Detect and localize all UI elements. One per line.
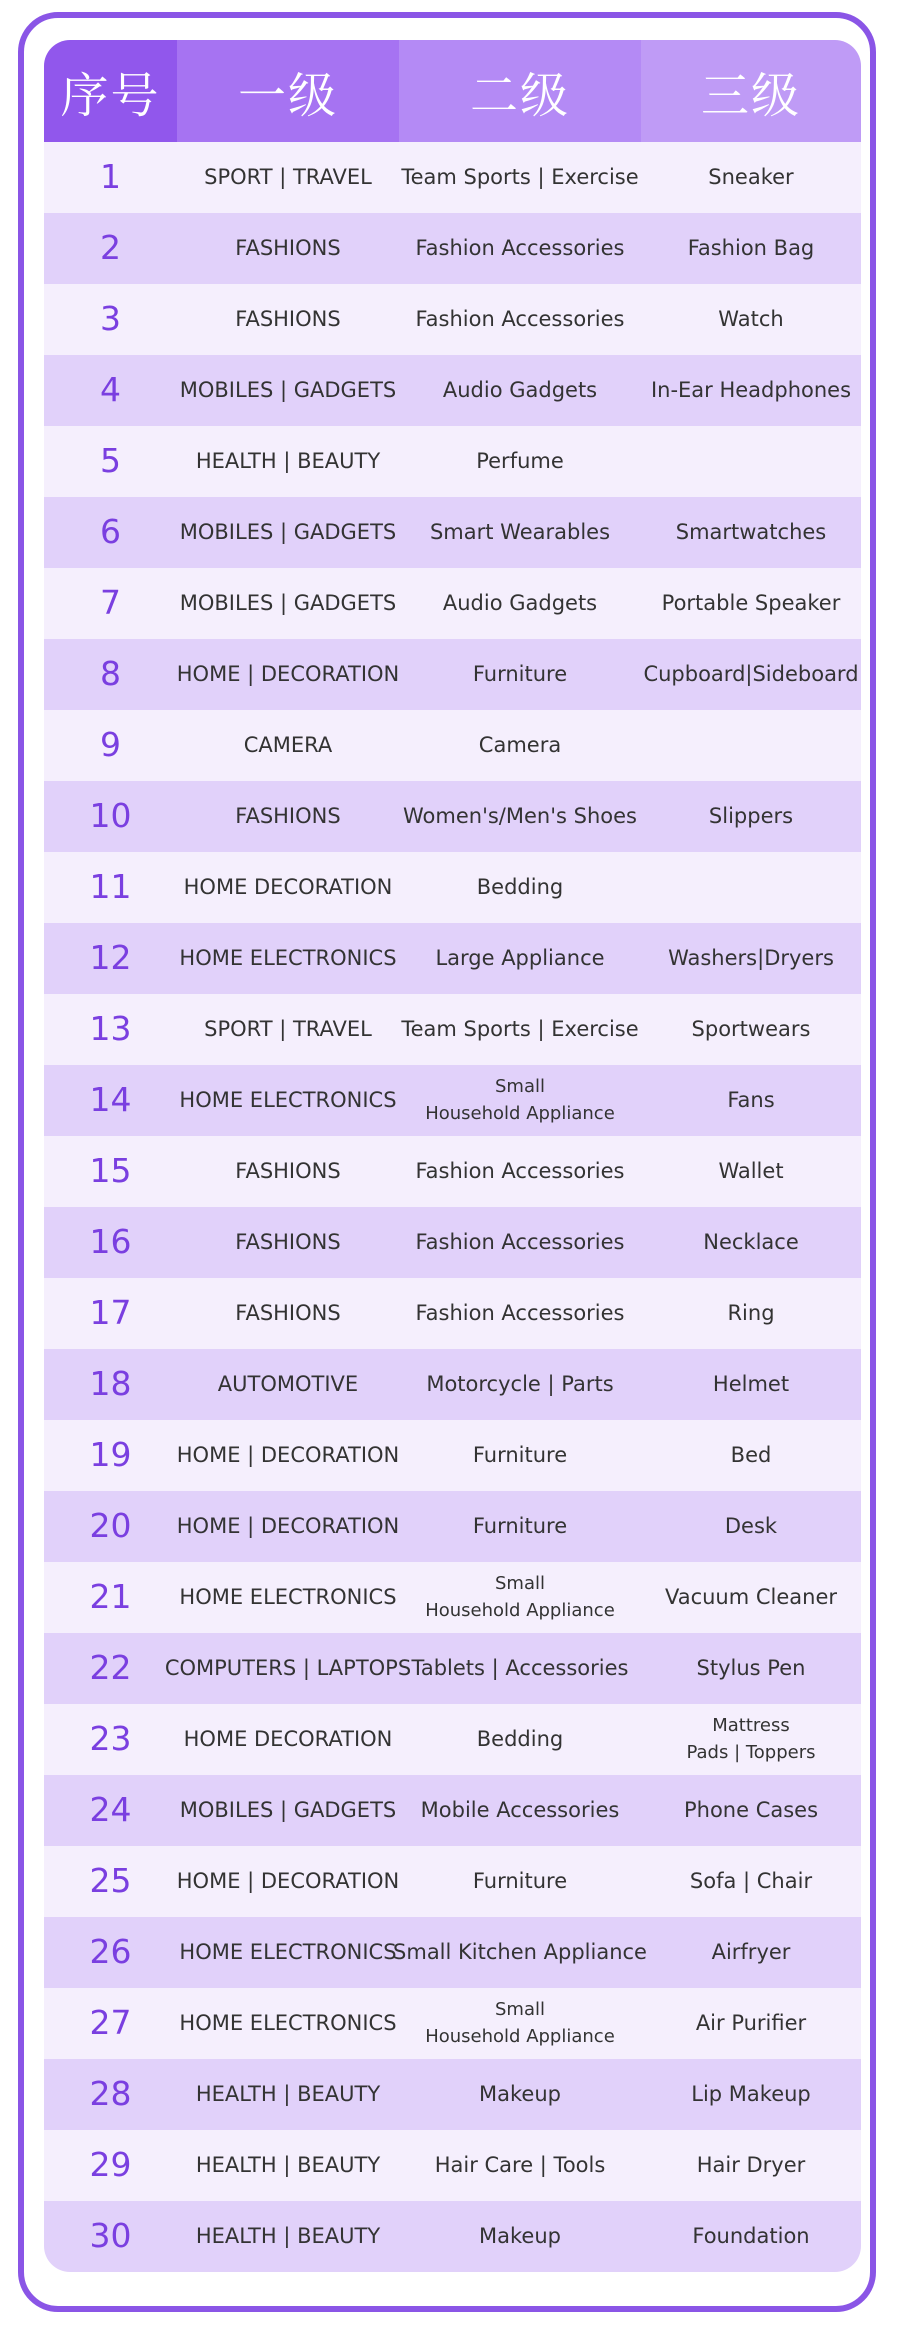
level-2-cell: Fashion Accessories — [415, 236, 625, 261]
table-row — [44, 284, 861, 355]
table-row — [44, 1420, 861, 1491]
level-3-cell: Phone Cases — [683, 1798, 819, 1823]
level-1-cell: HOME ELECTRONICS — [179, 1940, 397, 1965]
level-3-cell: Ring — [727, 1301, 775, 1326]
level-1-cell: HOME DECORATION — [183, 1727, 393, 1752]
header-level-3: 三级 — [641, 40, 861, 142]
level-1-cell: HOME | DECORATION — [176, 1443, 400, 1468]
level-3-cell: Air Purifier — [695, 2011, 807, 2036]
row-index: 6 — [100, 512, 121, 552]
level-3-cell: Vacuum Cleaner — [664, 1585, 838, 1610]
level-3-cell: Lip Makeup — [691, 2082, 811, 2107]
level-2-cell: Team Sports | Exercise — [401, 1017, 639, 1042]
level-2-line-1: Small — [495, 1573, 545, 1595]
header-index: 序号 — [44, 40, 177, 142]
level-3-cell: Desk — [724, 1514, 778, 1539]
level-1-cell: HOME ELECTRONICS — [179, 1088, 397, 1113]
table-row — [44, 142, 861, 213]
level-1-cell: HOME | DECORATION — [176, 1869, 400, 1894]
level-2-cell: Fashion Accessories — [415, 1301, 625, 1326]
table-row — [44, 1207, 861, 1278]
level-2-cell: Audio Gadgets — [442, 378, 598, 403]
level-3-cell: Sneaker — [708, 165, 794, 190]
row-index: 13 — [89, 1009, 132, 1049]
level-1-cell: AUTOMOTIVE — [217, 1372, 359, 1397]
level-1-cell: FASHIONS — [235, 236, 341, 261]
level-1-cell: HEALTH | BEAUTY — [195, 449, 381, 474]
level-3-cell: Helmet — [712, 1372, 790, 1397]
level-2-line-2: Household Appliance — [425, 2025, 615, 2047]
level-2-cell: Makeup — [479, 2224, 561, 2249]
level-1-cell: FASHIONS — [235, 1301, 341, 1326]
level-1-cell: HOME ELECTRONICS — [179, 946, 397, 971]
level-2-line-1: Small — [495, 1999, 545, 2021]
level-3-cell — [641, 852, 861, 923]
row-index: 28 — [89, 2074, 132, 2114]
level-2-cell: Team Sports | Exercise — [401, 165, 639, 190]
table-row — [44, 781, 861, 852]
table-row — [44, 213, 861, 284]
level-1-cell: HOME ELECTRONICS — [179, 1585, 397, 1610]
table-row — [44, 1136, 861, 1207]
level-3-cell — [641, 710, 861, 781]
level-2-cell: Camera — [478, 733, 562, 758]
table-row — [44, 1917, 861, 1988]
level-3-cell: Fans — [727, 1088, 775, 1113]
level-2-cell — [399, 1988, 641, 2059]
level-2-cell: Tablets | Accessories — [411, 1656, 629, 1681]
table-row — [44, 923, 861, 994]
level-1-cell: MOBILES | GADGETS — [179, 1798, 397, 1823]
level-1-cell: MOBILES | GADGETS — [179, 591, 397, 616]
table-row — [44, 1633, 861, 1704]
row-index: 30 — [89, 2216, 132, 2256]
level-2-cell: Bedding — [476, 1727, 564, 1752]
row-index: 17 — [89, 1293, 132, 1333]
level-3-cell: Watch — [718, 307, 784, 332]
row-index: 22 — [89, 1648, 132, 1688]
row-index: 2 — [100, 228, 121, 268]
level-3-line-1: Mattress — [712, 1715, 790, 1737]
level-2-cell: Furniture — [472, 1869, 568, 1894]
level-2-cell: Hair Care | Tools — [434, 2153, 606, 2178]
table-row — [44, 426, 861, 497]
level-2-cell: Motorcycle | Parts — [426, 1372, 614, 1397]
level-1-cell: SPORT | TRAVEL — [204, 1017, 372, 1042]
table-body — [44, 142, 861, 2272]
level-2-cell: Mobile Accessories — [420, 1798, 620, 1823]
level-1-cell: CAMERA — [243, 733, 333, 758]
level-1-cell: HEALTH | BEAUTY — [195, 2082, 381, 2107]
table-row — [44, 1349, 861, 1420]
row-index: 10 — [89, 796, 132, 836]
level-1-cell: HEALTH | BEAUTY — [195, 2224, 381, 2249]
level-2-cell: Bedding — [476, 875, 564, 900]
level-2-line-2: Household Appliance — [425, 1599, 615, 1621]
level-3-cell: Wallet — [718, 1159, 784, 1184]
table-row — [44, 568, 861, 639]
level-1-cell: HEALTH | BEAUTY — [195, 2153, 381, 2178]
row-index: 19 — [89, 1435, 132, 1475]
level-1-cell: MOBILES | GADGETS — [179, 378, 397, 403]
level-2-cell: Audio Gadgets — [442, 591, 598, 616]
level-3-cell: Washers|Dryers — [668, 946, 834, 971]
row-index: 1 — [100, 157, 121, 197]
level-2-cell: Furniture — [472, 662, 568, 687]
table-header — [44, 40, 861, 142]
level-2-cell: Large Appliance — [435, 946, 605, 971]
level-2-cell: Small Kitchen Appliance — [393, 1940, 647, 1965]
level-3-cell: Bed — [730, 1443, 772, 1468]
level-3-cell: Airfryer — [711, 1940, 791, 1965]
level-1-cell: FASHIONS — [235, 307, 341, 332]
row-index: 25 — [89, 1861, 132, 1901]
level-1-cell: FASHIONS — [235, 1230, 341, 1255]
row-index: 20 — [89, 1506, 132, 1546]
table-row — [44, 2130, 861, 2201]
row-index: 11 — [89, 867, 132, 907]
level-3-cell: Sportwears — [691, 1017, 811, 1042]
level-2-line-1: Small — [495, 1076, 545, 1098]
level-1-cell: COMPUTERS | LAPTOPS — [164, 1656, 412, 1681]
level-3-cell: Foundation — [692, 2224, 810, 2249]
level-3-cell: Hair Dryer — [696, 2153, 806, 2178]
table-row — [44, 355, 861, 426]
table-row — [44, 1491, 861, 1562]
row-index: 18 — [89, 1364, 132, 1404]
level-3-cell: Stylus Pen — [696, 1656, 806, 1681]
level-2-cell: Furniture — [472, 1443, 568, 1468]
row-index: 14 — [89, 1080, 132, 1120]
row-index: 4 — [100, 370, 121, 410]
level-1-cell: HOME DECORATION — [183, 875, 393, 900]
level-3-cell: Sofa | Chair — [689, 1869, 813, 1894]
row-index: 24 — [89, 1790, 132, 1830]
table-row — [44, 639, 861, 710]
table-row — [44, 1775, 861, 1846]
level-1-cell: HOME | DECORATION — [176, 1514, 400, 1539]
row-index: 8 — [100, 654, 121, 694]
level-2-cell: Furniture — [472, 1514, 568, 1539]
level-3-cell: Fashion Bag — [687, 236, 815, 261]
level-1-cell: MOBILES | GADGETS — [179, 520, 397, 545]
level-1-cell: SPORT | TRAVEL — [204, 165, 372, 190]
level-3-cell: Portable Speaker — [661, 591, 841, 616]
row-index: 3 — [100, 299, 121, 339]
level-1-cell: FASHIONS — [235, 1159, 341, 1184]
row-index: 12 — [89, 938, 132, 978]
row-index: 23 — [89, 1719, 132, 1759]
level-2-cell: Fashion Accessories — [415, 1230, 625, 1255]
table-row — [44, 497, 861, 568]
row-index: 15 — [89, 1151, 132, 1191]
level-3-cell — [641, 426, 861, 497]
table-row — [44, 2059, 861, 2130]
table-row — [44, 994, 861, 1065]
level-3-cell: In-Ear Headphones — [650, 378, 852, 403]
row-index: 5 — [100, 441, 121, 481]
row-index: 7 — [100, 583, 121, 623]
row-index: 29 — [89, 2145, 132, 2185]
table-row — [44, 1278, 861, 1349]
level-1-cell: HOME | DECORATION — [176, 662, 400, 687]
level-2-cell: Fashion Accessories — [415, 1159, 625, 1184]
level-2-cell — [399, 1065, 641, 1136]
table-row — [44, 1988, 861, 2059]
level-3-cell: Slippers — [708, 804, 794, 829]
header-level-1: 一级 — [177, 40, 399, 142]
category-table — [44, 40, 861, 2272]
table-row — [44, 710, 861, 781]
level-3-cell: Cupboard|Sideboard — [643, 662, 859, 687]
level-3-line-2: Pads | Toppers — [686, 1741, 816, 1763]
row-index: 9 — [100, 725, 121, 765]
row-index: 27 — [89, 2003, 132, 2043]
level-2-cell — [399, 1562, 641, 1633]
table-row — [44, 2201, 861, 2272]
level-3-cell — [641, 1704, 861, 1775]
table-row — [44, 1065, 861, 1136]
table-row — [44, 1704, 861, 1775]
row-index: 21 — [89, 1577, 132, 1617]
level-2-cell: Makeup — [479, 2082, 561, 2107]
level-2-line-2: Household Appliance — [425, 1102, 615, 1124]
level-2-cell: Perfume — [476, 449, 564, 474]
table-row — [44, 1846, 861, 1917]
row-index: 26 — [89, 1932, 132, 1972]
level-1-cell: FASHIONS — [235, 804, 341, 829]
level-1-cell: HOME ELECTRONICS — [179, 2011, 397, 2036]
table-row — [44, 852, 861, 923]
level-3-cell: Smartwatches — [675, 520, 827, 545]
row-index: 16 — [89, 1222, 132, 1262]
level-2-cell: Fashion Accessories — [415, 307, 625, 332]
level-2-cell: Smart Wearables — [429, 520, 611, 545]
level-3-cell: Necklace — [703, 1230, 799, 1255]
level-2-cell: Women's/Men's Shoes — [403, 804, 637, 829]
header-level-2: 二级 — [399, 40, 641, 142]
table-row — [44, 1562, 861, 1633]
